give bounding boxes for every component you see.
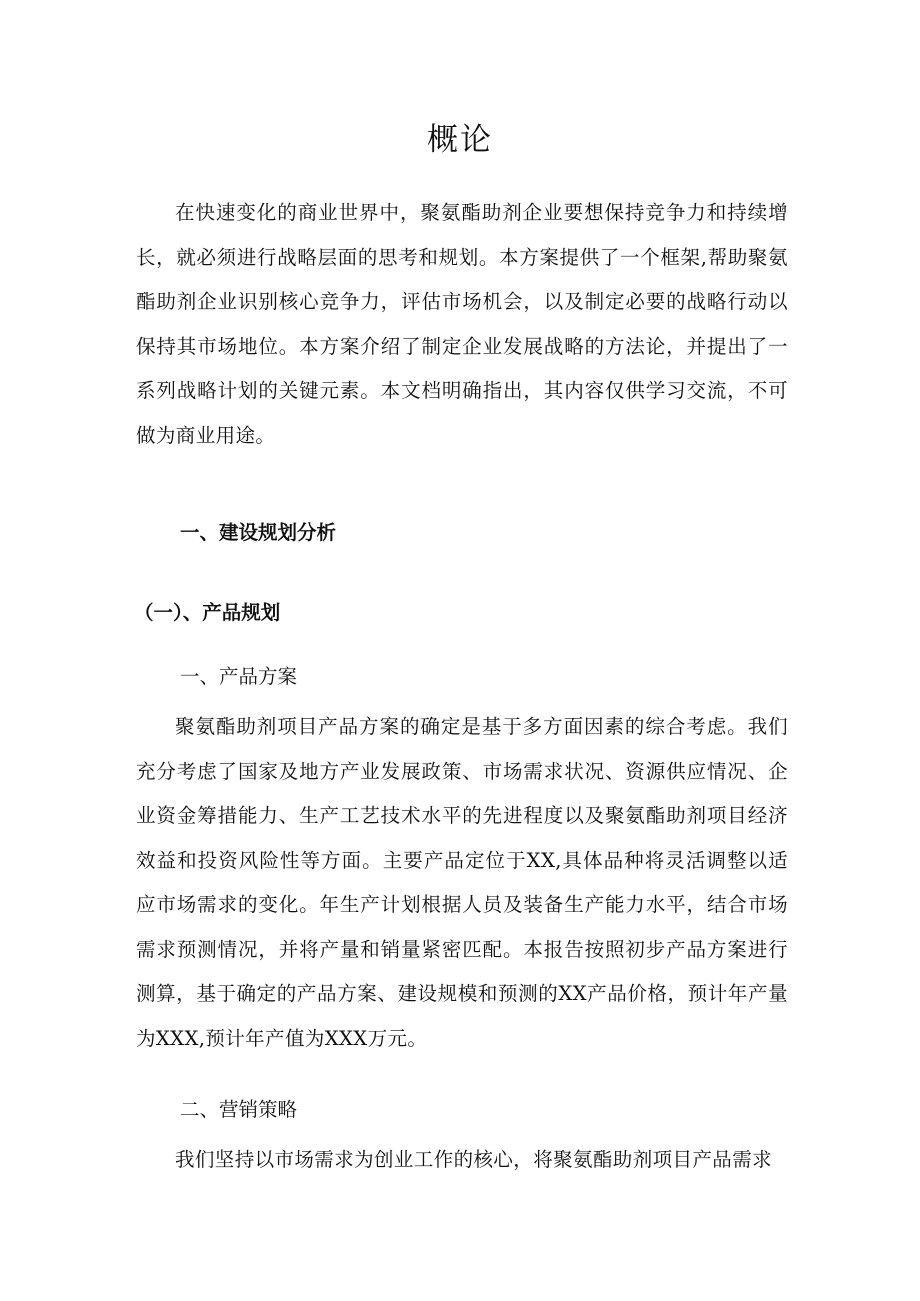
item-heading-marketing-strategy: 二、营销策略 [180,1098,298,1121]
subsection-heading-product-planning: （一）、产品规划 [134,601,281,624]
document-title: 概论 [427,122,493,158]
intro-paragraph: 在快速变化的商业世界中，聚氨酯助剂企业要想保持竞争力和持续增长，就必须进行战略层面的思考和规划。本方案提供了一个框架,帮助聚氨酯助剂企业识别核心竞争力，评估市场机会，以及制定必要的战略行动以保持其市场地位。本方案介绍了制定企业发展战略的方法论，并提出了一系列战略计划的关键元素。本文档明确指出，其内容仅供学习交流，不可做为商业用途。 [136,201,788,447]
marketing-strategy-paragraph: 我们坚持以市场需求为创业工作的核心，将聚氨酯助剂项目产品需求 [175,1148,773,1171]
product-scheme-paragraph: 聚氨酯助剂项目产品方案的确定是基于多方面因素的综合考虑。我们充分考虑了国家及地方产业发展政策、市场需求状况、资源供应情况、企业资金筹措能力、生产工艺技术水平的先进程度以及聚氨酯助剂项目经济效益和投资风险性等方面。主要产品定位于XX,具体品种将灵活调整以适应市场需求的变化。年生产计划根据人员及装备生产能力水平，结合市场需求预测情况，并将产量和销量紧密匹配。本报告按照初步产品方案进行测算，基于确定的产品方案、建设规模和预测的XX产品价格，预计年产量为XXX,预计年产值为XXX万元。 [136,715,788,1050]
item-heading-product-scheme: 一、产品方案 [180,665,298,688]
section-heading-construction-planning: 一、建设规划分析 [180,521,337,544]
